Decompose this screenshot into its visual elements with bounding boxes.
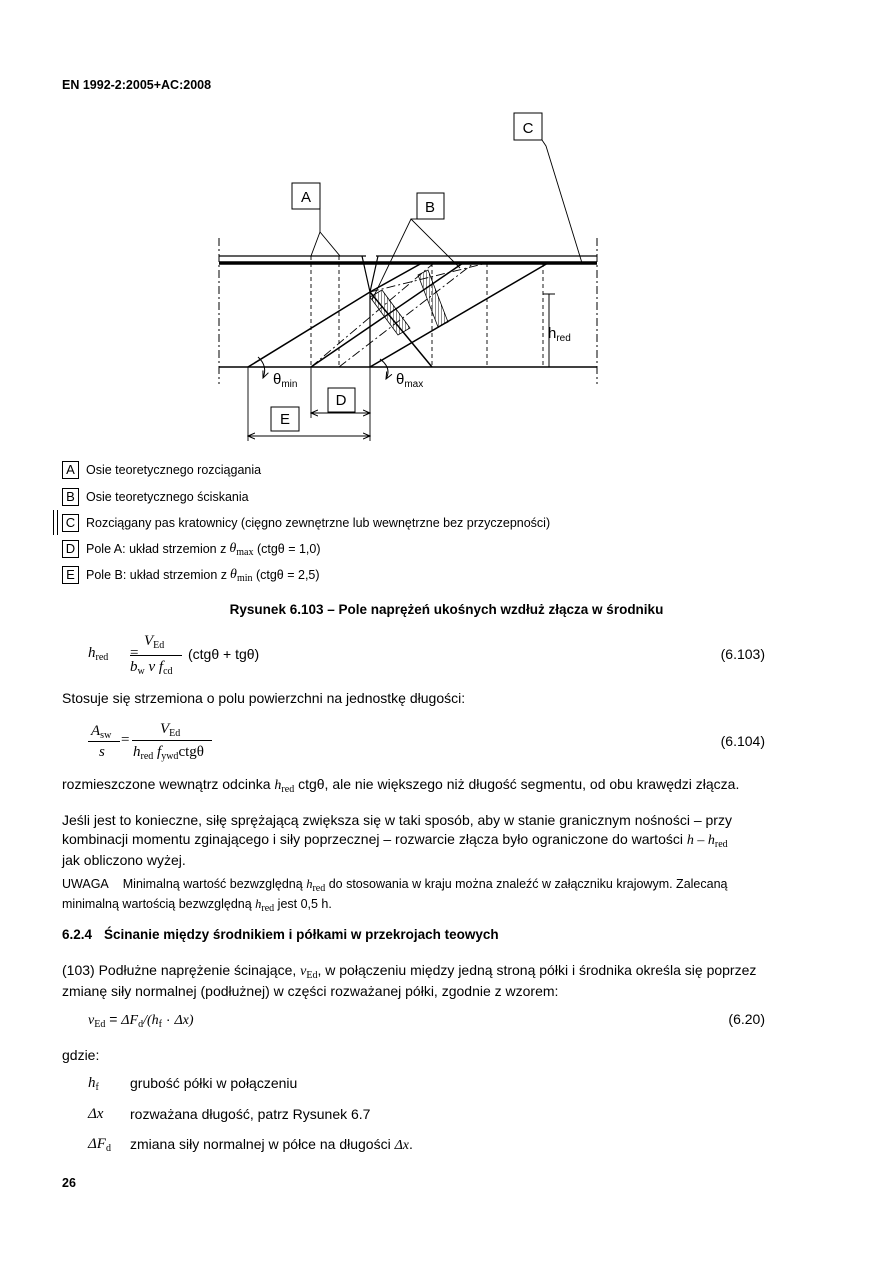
callout-c: C [522, 120, 534, 137]
figure-caption: Rysunek 6.103 – Pole naprężeń ukośnych wzdłuż złącza w środniku [229, 602, 664, 617]
definition-row: $h_f$ grubość półki w połączeniu [88, 1075, 298, 1093]
equation-number: (6.104) [720, 733, 765, 749]
legend-item-e: E Pole B: układ strzemion z θ min (ctgθ = 2,5) [62, 565, 320, 585]
legend-item-b: B Osie teoretycznego ściskania [62, 487, 249, 507]
definition-row: Δx rozważana długość, patrz Rysunek 6.7 [88, 1106, 371, 1122]
callout-e: E [279, 411, 291, 428]
definition-row: $\Delta F_d$ zmiana siły normalnej w półce na długości Δx. [88, 1136, 413, 1154]
paragraph-intro-eq2: Stosuje się strzemiona o polu powierzchni na jednostkę długości: [62, 690, 466, 706]
hatched-band-right [418, 270, 448, 327]
legend-text: Rozciągany pas kratownicy (cięgno zewnętrzne lub wewnętrzne bez przyczepności) [86, 516, 551, 530]
legend-text: Osie teoretycznego rozciągania [86, 463, 262, 477]
callout-a: A [300, 189, 312, 206]
document-header: EN 1992-2:2005+AC:2008 [62, 78, 212, 92]
callout-b: B [424, 199, 436, 216]
equation-number: (6.103) [720, 646, 765, 662]
section-heading: 6.2.4 Ścinanie między środnikiem i półkami w przekrojach teowych [62, 927, 499, 942]
paragraph-prestress: Jeśli jest to konieczne, siłę sprężającą zwiększa się w taki sposób, aby w stanie granicznym nośności – przy kombinacji momentu zginającego i siły poprzecznej – rozwarcie złącza było ograniczone do wartości h – $h_{red}$ jak obliczono wyżej. [62, 812, 732, 868]
legend-item-a: A Osie teoretycznego rozciągania [62, 460, 261, 480]
h-red-label: $h_{red}$ [548, 325, 571, 344]
callout-d: D [335, 392, 347, 409]
legend-item-c: C Rozciągany pas kratownicy (cięgno zewnętrzne lub wewnętrzne bez przyczepności) [62, 513, 550, 533]
change-bar [53, 510, 58, 535]
theta-min-label: $\theta_{min}$ [273, 371, 298, 390]
page-number: 26 [62, 1176, 76, 1190]
theta-max-label: $\theta_{max}$ [396, 371, 424, 390]
legend-item-d: D Pole A: układ strzemion z θ max (ctgθ = 1,0) [62, 539, 321, 559]
figure-shear-field-diagram [0, 0, 893, 460]
paragraph-after-eq2: rozmieszczone wewnątrz odcinka $h_{red}$ ctgθ, ale nie większego niż długość segmentu, od obu krawędzi złącza. [62, 776, 740, 795]
equation-6-20: $v_{Ed} = \Delta F_d/(h_f \cdot \Delta x)$ [88, 1011, 194, 1030]
where-label: gdzie: [62, 1047, 100, 1063]
equation-number: (6.20) [728, 1011, 765, 1027]
legend-text: Osie teoretycznego ściskania [86, 490, 249, 504]
paragraph-103: (103) Podłużne naprężenie ścinające, $v_{Ed}$, w połączeniu między jedną stroną półki i środnika określa się poprzez zmianę siły normalnej (podłużnej) w części rozważanej półki, zgodnie z wzorem: [62, 962, 757, 999]
note-uwaga: UWAGA Minimalną wartość bezwzględną $h_{red}$ do stosowania w kraju można znaleźć w załączniku krajowym. Zalecaną minimalną wartością bezwzględną $h_{red}$ jest 0,5 h. [62, 877, 728, 914]
